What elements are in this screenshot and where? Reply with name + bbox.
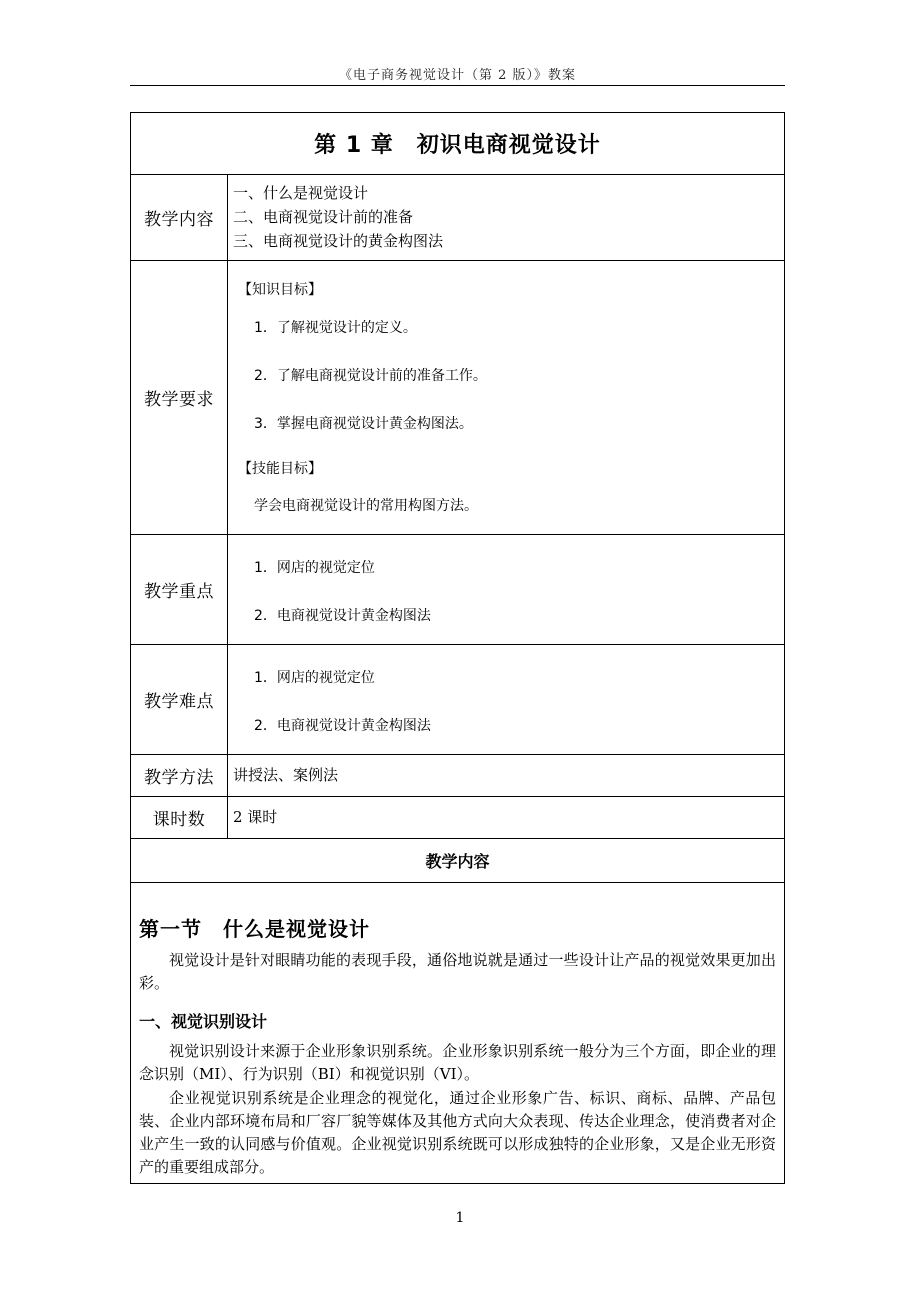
class-hours-label: 课时数 <box>131 797 228 838</box>
content-item: 三、电商视觉设计的黄金构图法 <box>233 232 444 250</box>
key-points-label: 教学重点 <box>131 535 228 644</box>
chapter-title-row <box>131 113 784 175</box>
section-title: 第一节 什么是视觉设计 <box>139 917 370 941</box>
teaching-requirements-row <box>131 261 784 535</box>
vi-system-paragraph: 企业视觉识别系统是企业理念的视觉化，通过企业形象广告、标识、商标、品牌、产品包装、企业内部环境布局和厂容厂貌等媒体及其他方式向大众表现、传达企业理念，使消费者对企业产生一致的认同感与价值观。企业视觉识别系统既可以形成独特的企业形象，又是企业无形资产的重要组成部分。 <box>139 1089 776 1176</box>
knowledge-goal-item: 3．掌握电商视觉设计黄金构图法。 <box>254 416 473 432</box>
knowledge-goals-heading: 【知识目标】 <box>238 282 322 298</box>
content-heading: 教学内容 <box>425 852 490 871</box>
difficulty-item: 2．电商视觉设计黄金构图法 <box>254 718 431 734</box>
lesson-plan-table <box>130 112 785 1184</box>
teaching-method-label: 教学方法 <box>131 755 228 796</box>
teaching-method-value: 讲授法、案例法 <box>233 766 339 784</box>
teaching-content-list <box>233 181 778 260</box>
difficulties-row <box>131 645 784 755</box>
teaching-requirements-cell <box>235 261 778 534</box>
key-points-row <box>131 535 784 645</box>
teaching-method-row <box>131 755 784 797</box>
teaching-requirements-label: 教学要求 <box>131 261 228 534</box>
key-point-item: 2．电商视觉设计黄金构图法 <box>254 608 431 624</box>
content-heading-row <box>131 839 784 883</box>
section-intro-paragraph: 视觉设计是针对眼睛功能的表现手段，通俗地说就是通过一些设计让产品的视觉效果更加出彩。 <box>139 951 776 992</box>
key-point-item: 1．网店的视觉定位 <box>254 560 375 576</box>
knowledge-goal-item: 2．了解电商视觉设计前的准备工作。 <box>254 368 487 384</box>
lesson-body <box>131 883 784 1183</box>
teaching-content-label: 教学内容 <box>131 175 228 260</box>
page-number: 1 <box>455 1210 465 1226</box>
knowledge-goal-item: 1．了解视觉设计的定义。 <box>254 320 417 336</box>
skill-goal-text: 学会电商视觉设计的常用构图方法。 <box>254 498 478 514</box>
difficulty-item: 1．网店的视觉定位 <box>254 670 375 686</box>
class-hours-row <box>131 797 784 839</box>
difficulties-cell <box>235 645 778 754</box>
chapter-title: 第 1 章 初识电商视觉设计 <box>314 133 601 158</box>
visual-identity-paragraph: 视觉识别设计来源于企业形象识别系统。企业形象识别系统一般分为三个方面，即企业的理念识别（MI）、行为识别（BI）和视觉识别（VI）。 <box>139 1042 776 1083</box>
page-header: 《电子商务视觉设计（第 2 版）》教案 <box>338 68 577 83</box>
content-item: 二、电商视觉设计前的准备 <box>233 208 414 226</box>
class-hours-value: 2 课时 <box>233 808 278 826</box>
header-rule <box>130 85 785 86</box>
subsection-title: 一、视觉识别设计 <box>139 1012 268 1031</box>
skill-goals-heading: 【技能目标】 <box>238 461 322 477</box>
difficulties-label: 教学难点 <box>131 645 228 754</box>
content-item: 一、什么是视觉设计 <box>233 184 369 202</box>
key-points-cell <box>235 535 778 644</box>
teaching-content-row <box>131 175 784 261</box>
